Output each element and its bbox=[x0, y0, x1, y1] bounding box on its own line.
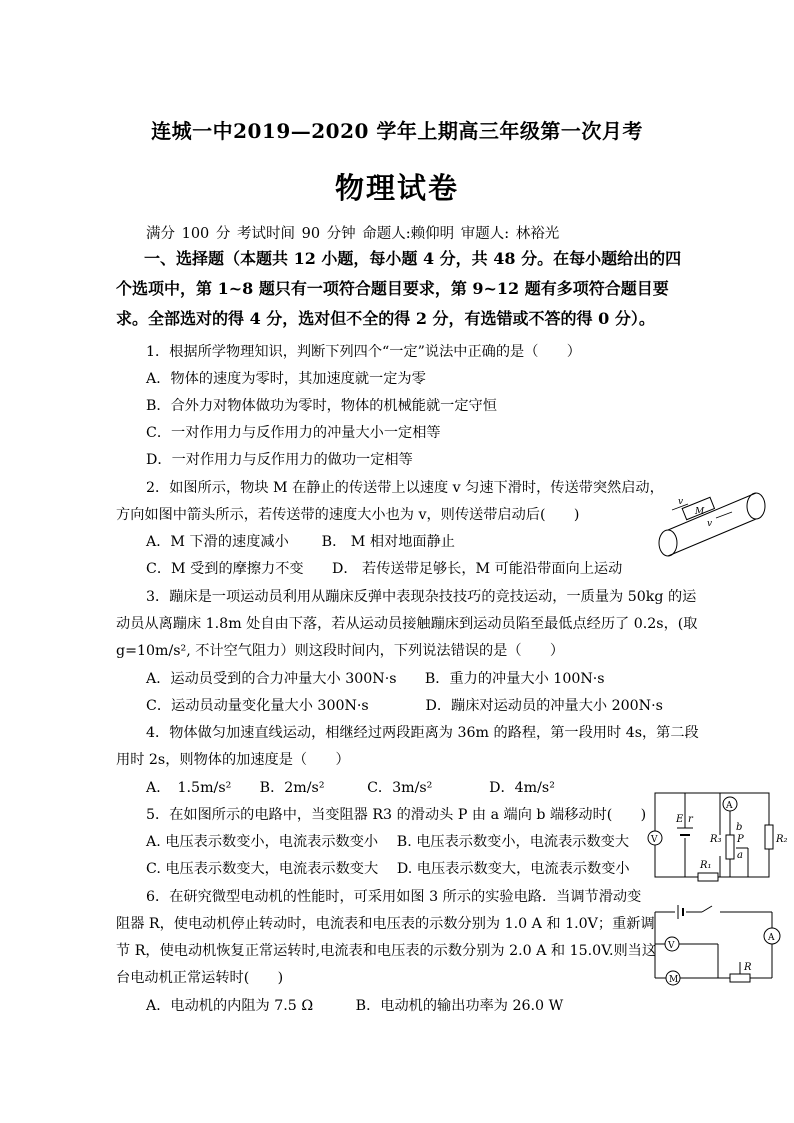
velocity-label-2: v bbox=[707, 519, 713, 529]
q1-option-c: C．一对作用力与反作用力的冲量大小一定相等 bbox=[146, 425, 441, 441]
velocity-label-1: v bbox=[678, 497, 684, 507]
rheostat-r bbox=[730, 974, 750, 982]
q3-options-ab: A．运动员受到的合力冲量大小 300N·s B．重力的冲量大小 100N·s bbox=[146, 671, 605, 687]
q6-stem-4: 台电动机正常运转时( ) bbox=[116, 970, 284, 986]
ammeter-label: A bbox=[768, 933, 775, 943]
q3-options-cd: C．运动员动量变化量大小 300N·s D．蹦床对运动员的冲量大小 200N·s bbox=[146, 698, 663, 714]
slider-p-label: P bbox=[737, 834, 744, 845]
exam-subtitle: 物理试卷 bbox=[334, 171, 459, 205]
q2-options-ab: A．M 下滑的速度减小 B． M 相对地面静止 bbox=[146, 534, 455, 550]
terminal-a-label: a bbox=[737, 850, 743, 861]
terminal-b-label: b bbox=[736, 822, 743, 833]
voltmeter-label: V bbox=[651, 835, 658, 845]
q5-stem: 5．在如图所示的电路中，当变阻器 R3 的滑动头 P 由 a 端向 b 端移动时( ) bbox=[146, 807, 647, 823]
circuit-figure-q6 bbox=[640, 900, 794, 995]
q4-stem-1: 4．物体做匀加速直线运动，相继经过两段距离为 36m 的路程，第一段用时 4s，第二段 bbox=[146, 725, 699, 741]
exam-title: 连城一中2019—2020 学年上期高三年级第一次月考 bbox=[151, 119, 643, 143]
internal-resistance-label: r bbox=[688, 814, 693, 825]
ammeter-label: A bbox=[726, 801, 733, 811]
voltmeter-label: V bbox=[668, 941, 675, 951]
q1-option-b: B．合外力对物体做功为零时，物体的机械能就一定守恒 bbox=[146, 398, 497, 414]
q6-stem-2: 阻器 R，使电动机停止转动时，电流表和电压表的示数分别为 1.0 A 和 1.0V；重新调 bbox=[116, 916, 655, 932]
q1-stem: 1．根据所学物理知识，判断下列四个“一定”说法中正确的是（ ） bbox=[146, 344, 581, 360]
q2-options-cd: C．M 受到的摩擦力不变 D． 若传送带足够长，M 可能沿带面向上运动 bbox=[146, 561, 623, 577]
r2-label: R₂ bbox=[776, 834, 788, 845]
q6-stem-1: 6．在研究微型电动机的性能时，可采用如图 3 所示的实验电路．当调节滑动变 bbox=[146, 889, 642, 905]
exam-info: 满分 100 分 考试时间 90 分钟 命题人:赖仰明 审题人: 林裕光 bbox=[146, 226, 560, 242]
switch-symbol bbox=[702, 906, 712, 912]
r3-label: R₃ bbox=[710, 834, 722, 845]
conveyor-belt-figure bbox=[650, 488, 780, 560]
q1-option-d: D．一对作用力与反作用力的做功一定相等 bbox=[146, 452, 413, 468]
block-m-label: M bbox=[695, 507, 705, 517]
battery-symbol bbox=[677, 828, 693, 835]
q4-options: A． 1.5m/s² B．2m/s² C．3m/s² D．4m/s² bbox=[146, 780, 555, 796]
velocity-arrow-2 bbox=[716, 512, 732, 518]
circuit-figure-q5 bbox=[640, 790, 794, 885]
r1-label: R₁ bbox=[700, 860, 712, 871]
q3-stem-3: g=10m/s², 不计空气阻力）则这段时间内，下列说法错误的是（ ） bbox=[116, 643, 565, 659]
q2-stem-1: 2．如图所示，物块 M 在静止的传送带上以速度 v 匀速下滑时，传送带突然启动， bbox=[146, 480, 664, 496]
emf-label: E bbox=[676, 814, 684, 825]
q5-options-cd: C. 电压表示数变大，电流表示数变大 D. 电压表示数变大，电流表示数变小 bbox=[146, 861, 630, 877]
resistor-r2 bbox=[765, 825, 773, 849]
q6-stem-3: 节 R，使电动机恢复正常运转时,电流表和电压表的示数分别为 2.0 A 和 15.0V.则当这 bbox=[116, 943, 657, 959]
q3-stem-2: 动员从离蹦床 1.8m 处自由下落，若从运动员接触蹦床到运动员陷至最低点经历了 0.2s，(取 bbox=[116, 616, 698, 632]
q6-options-ab: A．电动机的内阻为 7.5 Ω B．电动机的输出功率为 26.0 W bbox=[146, 998, 564, 1014]
rheostat-r-label: R bbox=[744, 962, 752, 973]
motor-label: M bbox=[669, 975, 679, 985]
q2-stem-2: 方向如图中箭头所示，若传送带的速度大小也为 v，则传送带启动后( ) bbox=[116, 507, 580, 523]
q1-option-a: A．物体的速度为零时，其加速度就一定为零 bbox=[146, 371, 426, 387]
q5-options-ab: A. 电压表示数变小，电流表示数变小 B. 电压表示数变小，电流表示数变大 bbox=[146, 834, 630, 850]
q3-stem-1: 3．蹦床是一项运动员利用从蹦床反弹中表现杂技技巧的竞技运动，一质量为 50kg 的运 bbox=[146, 589, 697, 605]
section-heading: 一、选择题（本题共 12 小题，每小题 4 分，共 48 分。在每小题给出的四个选项中，第 1~8 题只有一项符合题目要求，第 9~12 题有多项符合题目要求。全部选对的得 4 分，选对但不全的得 2 分，有选错或不答的得 0 分）。 bbox=[116, 249, 682, 328]
resistor-r1 bbox=[698, 873, 718, 881]
q4-stem-2: 用时 2s，则物体的加速度是（ ） bbox=[116, 752, 350, 768]
battery-symbol bbox=[678, 905, 683, 919]
rheostat-r3 bbox=[726, 835, 734, 859]
